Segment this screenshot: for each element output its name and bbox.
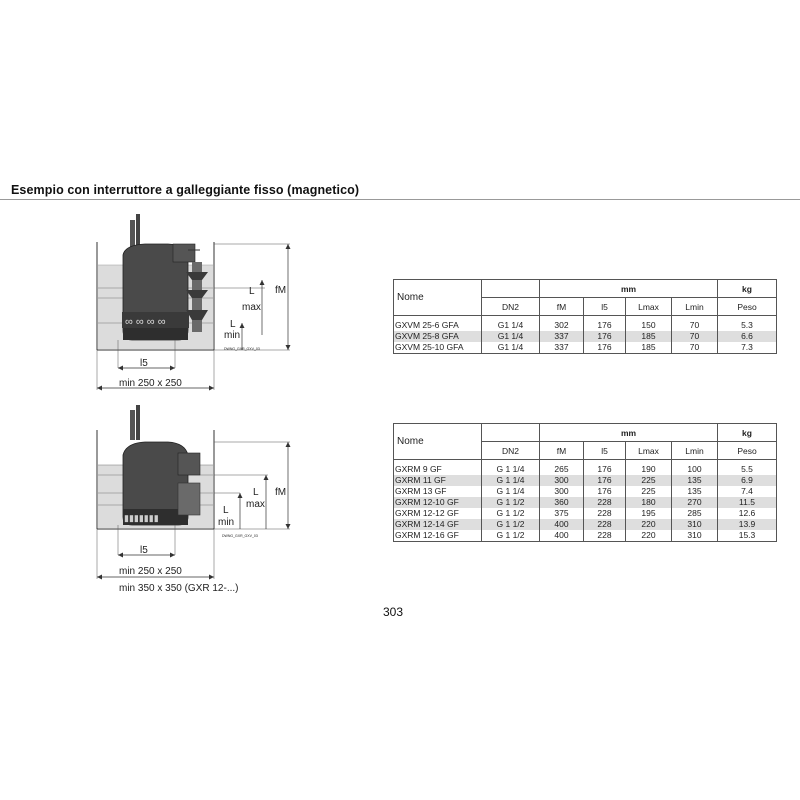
table-row: GXVM 25-10 GFA G1 1/4 337 176 185 70 7.3	[394, 342, 777, 354]
drawing-code: DWNG_GXR_GXV_03	[224, 347, 260, 351]
name-header: Nome	[394, 424, 482, 460]
col-peso: Peso	[718, 442, 777, 460]
l5-label: l5	[140, 545, 148, 556]
lmax-max-label: max	[242, 302, 261, 313]
spec-table-gxrm	[393, 423, 777, 542]
table-row: GXRM 12-12 GF G 1 1/2 375 228 195 285 12.6	[394, 508, 777, 519]
lmax-l-label: L	[249, 286, 255, 297]
table-row: GXRM 9 GF G 1 1/4 265 176 190 100 5.5	[394, 460, 777, 476]
lmax-l-label: L	[253, 487, 259, 498]
table-row: GXRM 12-16 GF G 1 1/2 400 228 220 310 15.3	[394, 530, 777, 542]
l5-label: l5	[140, 358, 148, 369]
col-lmax: Lmax	[626, 298, 672, 316]
col-l5: l5	[584, 298, 626, 316]
kg-header: kg	[718, 280, 777, 298]
col-lmax: Lmax	[626, 442, 672, 460]
mm-header: mm	[540, 424, 718, 442]
page-number: 303	[383, 605, 404, 619]
section-heading: Esempio con interruttore a galleggiante fisso (magnetico)	[11, 183, 360, 197]
lmax-max-label: max	[246, 499, 265, 510]
col-dn2: DN2	[482, 442, 540, 460]
col-fm: fM	[540, 442, 584, 460]
kg-header: kg	[718, 424, 777, 442]
lmin-l-label: L	[230, 319, 236, 330]
lmin-l-label: L	[223, 505, 229, 516]
table-row: GXVM 25-8 GFA G1 1/4 337 176 185 70 6.6	[394, 331, 777, 342]
svg-text:▮▮▮▮▮▮▮: ▮▮▮▮▮▮▮	[124, 513, 159, 523]
spec-table-gxvm	[393, 279, 777, 354]
min-dim-label-2: min 350 x 350 (GXR 12-...)	[119, 583, 239, 594]
drawing-code: DWNG_GXR_GXV_03	[222, 534, 258, 538]
lmin-min-label: min	[224, 330, 241, 341]
table-row: GXRM 12-14 GF G 1 1/2 400 228 220 310 13.9	[394, 519, 777, 530]
pump-diagram-2	[90, 405, 310, 600]
col-l5: l5	[584, 442, 626, 460]
table-row: GXRM 12-10 GF G 1 1/2 360 228 180 270 11.5	[394, 497, 777, 508]
table-row: GXRM 11 GF G 1 1/4 300 176 225 135 6.9	[394, 475, 777, 486]
col-lmin: Lmin	[672, 442, 718, 460]
svg-text:∞ ∞ ∞ ∞: ∞ ∞ ∞ ∞	[125, 316, 166, 328]
name-header: Nome	[394, 280, 482, 316]
min-dim-label: min 250 x 250	[119, 378, 182, 389]
fm-label: fM	[275, 487, 287, 498]
mm-header: mm	[540, 280, 718, 298]
lmin-min-label: min	[218, 517, 235, 528]
fm-label: fM	[275, 285, 287, 296]
table-row: GXVM 25-6 GFA G1 1/4 302 176 150 70 5.3	[394, 316, 777, 332]
table-row: GXRM 13 GF G 1 1/4 300 176 225 135 7.4	[394, 486, 777, 497]
col-fm: fM	[540, 298, 584, 316]
heading-divider	[0, 199, 800, 200]
col-peso: Peso	[718, 298, 777, 316]
col-dn2: DN2	[482, 298, 540, 316]
pump-diagram-1	[90, 210, 310, 395]
col-lmin: Lmin	[672, 298, 718, 316]
min-dim-label-1: min 250 x 250	[119, 566, 182, 577]
